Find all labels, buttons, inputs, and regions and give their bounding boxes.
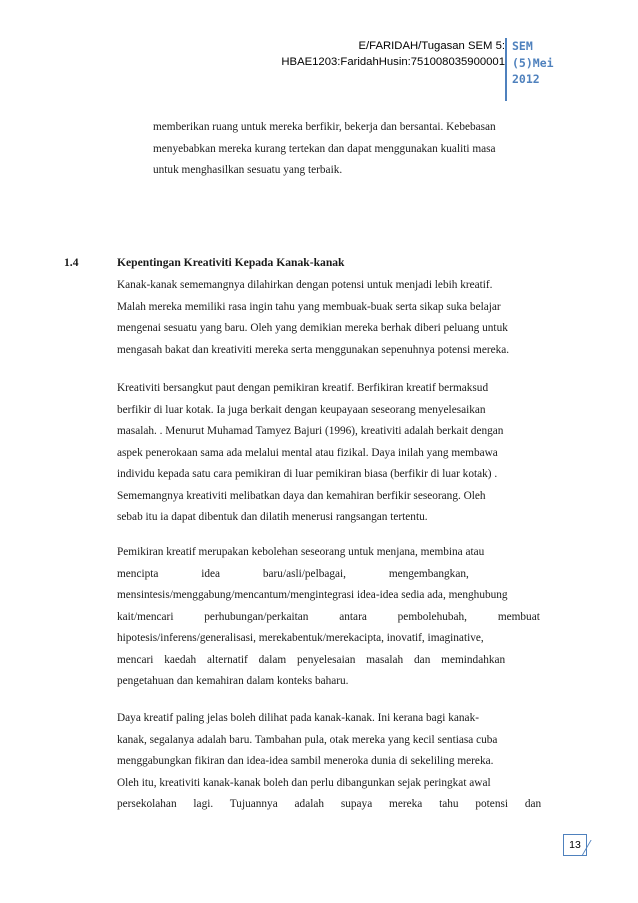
header-line-2: HBAE1203:FaridahHusin:751008035900001 (281, 56, 505, 68)
header-date-line: SEM (512, 39, 533, 53)
text-line: masalah. . Menurut Muhamad Tamyez Bajuri (1996), kreativiti adalah berkait dengan (117, 425, 504, 437)
text-line: individu kepada satu cara pemikiran di luar pemikiran biasa (berfikir di luar kotak) . (117, 468, 498, 480)
header-divider (505, 38, 507, 101)
header-date-line: 2012 (512, 72, 540, 86)
text-line: persekolahan lagi. Tujuannya adalah supaya mereka tahu potensi dan (117, 798, 542, 810)
intro-paragraph (153, 117, 559, 182)
header-line-1: E/FARIDAH/Tugasan SEM 5: (358, 40, 505, 52)
paragraph-3 (117, 542, 562, 693)
text-line: Sememangnya kreativiti melibatkan daya dan kemahiran berfikir seseorang. Oleh (117, 489, 486, 502)
text-line: Kanak-kanak sememangnya dilahirkan dengan potensi untuk menjadi lebih kreatif. (117, 279, 493, 291)
text-line: sebab itu ia dapat dibentuk dan dilatih menerusi rangsangan tertentu. (117, 511, 428, 523)
paragraph-1 (117, 275, 562, 361)
text-line: mencipta idea baru/asli/pelbagai, mengembangkan, (117, 567, 469, 580)
paragraph-4 (117, 708, 562, 816)
text-line: Pemikiran kreatif merupakan kebolehan seseorang untuk menjana, membina atau (117, 546, 485, 558)
paragraph-2 (117, 378, 562, 529)
text-line: Oleh itu, kreativiti kanak-kanak boleh dan perlu dibangunkan sejak peringkat awal (117, 776, 491, 789)
text-line: Kreativiti bersangkut paut dengan pemikiran kreatif. Berfikiran kreatif bermaksud (117, 382, 489, 394)
text-line: kait/mencari perhubungan/perkaitan antara pembolehubah, membuat (117, 610, 540, 623)
header-date-line: (5)Mei (512, 55, 554, 70)
text-line: mengenai sesuatu yang baru. Oleh yang demikian mereka berhak diberi peluang untuk (117, 322, 508, 334)
text-line: mensintesis/menggabung/mencantum/mengintegrasi idea-idea sedia ada, menghubung (117, 589, 508, 601)
text-line: berfikir di luar kotak. Ia juga berkait dengan keupayaan seseorang menyelesaikan (117, 403, 486, 416)
text-line: kanak, segalanya adalah baru. Tambahan pula, otak mereka yang kecil sentiasa cuba (117, 733, 498, 746)
header-date (512, 38, 582, 88)
text-line: aspek penerokaan sama ada melalui mental atau fizikal. Daya inilah yang membawa (117, 446, 498, 459)
running-header (200, 38, 505, 70)
text-line: hipotesis/inferens/generalisasi, merekabentuk/merekacipta, inovatif, imaginative, (117, 632, 484, 644)
section-heading: Kepentingan Kreativiti Kepada Kanak-kanak (117, 256, 345, 269)
page-number: 13 (563, 834, 587, 856)
text-line: mengasah bakat dan kreativiti mereka serta menggunakan sepenuhnya potensi mereka. (117, 343, 510, 356)
text-line: memberikan ruang untuk mereka berfikir, bekerja dan bersantai. Kebebasan (153, 121, 496, 133)
text-line: Malah mereka memiliki rasa ingin tahu yang membuak-buak serta sikap suka belajar (117, 300, 501, 313)
text-line: menyebabkan mereka kurang tertekan dan dapat menggunakan kualiti masa (153, 142, 496, 155)
text-line: untuk menghasilkan sesuatu yang terbaik. (153, 164, 343, 176)
text-line: pengetahuan dan kemahiran dalam konteks baharu. (117, 675, 349, 687)
text-line: mencari kaedah alternatif dalam penyelesaian masalah dan memindahkan (117, 653, 506, 666)
text-line: menggabungkan fikiran dan idea-idea sambil meneroka dunia di sekeliling mereka. (117, 755, 494, 767)
text-line: Daya kreatif paling jelas boleh dilihat pada kanak-kanak. Ini kerana bagi kanak- (117, 712, 479, 724)
section-number: 1.4 (64, 256, 79, 269)
